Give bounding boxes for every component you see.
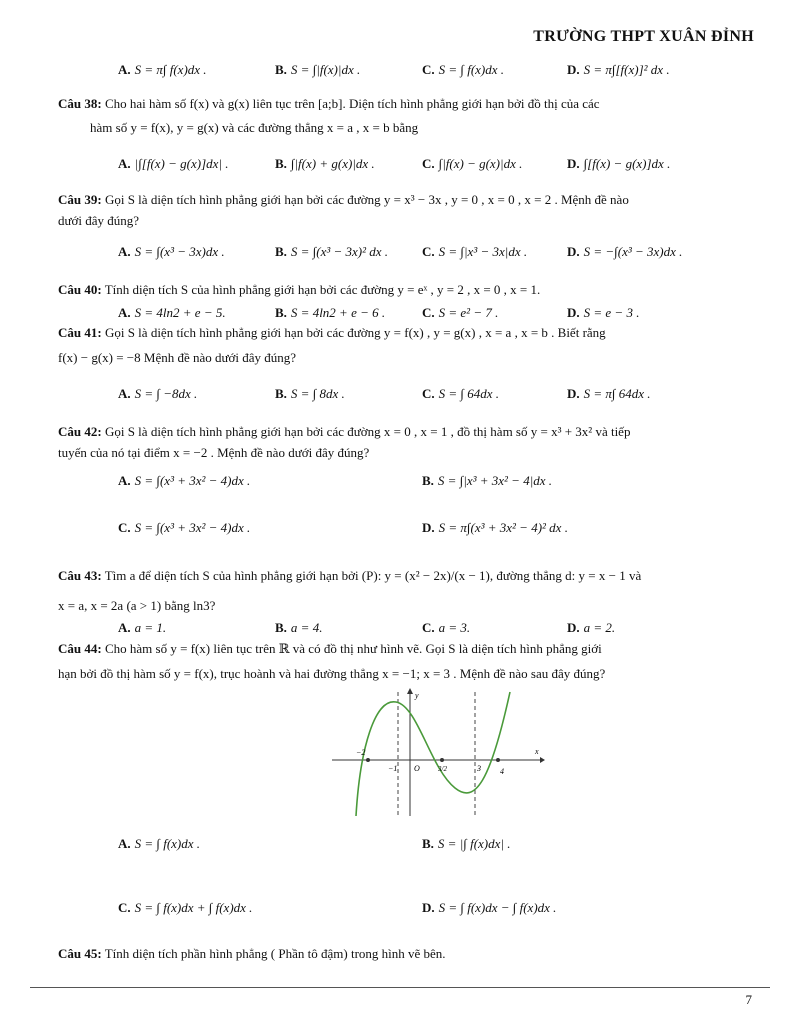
q38-line1: Câu 38: Cho hai hàm số f(x) và g(x) liên tục trên [a;b]. Diện tích hình phẳng giới hạn bởi đồ thị của các: [58, 96, 600, 111]
curve: [356, 692, 510, 816]
q38-option-b: B. ∫|f(x) + g(x)|dx .: [275, 156, 375, 171]
label-y: y: [415, 691, 419, 700]
q43-option-a: A. a = 1.: [118, 620, 167, 635]
label-origin: O: [414, 764, 420, 773]
q41-option-c: C. S = ∫ 64dx .: [422, 386, 499, 401]
q44-line1: Câu 44: Cho hàm số y = f(x) liên tục trên ℝ và có đồ thị như hình vẽ. Gọi S là diện tích hình phẳng giới: [58, 641, 602, 656]
q39-option-a: A. S = ∫(x³ − 3x)dx .: [118, 244, 225, 259]
q39-line1: Câu 39: Gọi S là diện tích hình phẳng giới hạn bởi các đường y = x³ − 3x , y = 0 , x = 0 , x = 2 . Mệnh đề nào: [58, 192, 629, 207]
q39-line2: dưới đây đúng?: [58, 213, 140, 228]
y-axis-arrow: [407, 688, 413, 694]
q39-option-b: B. S = ∫(x³ − 3x)² dx .: [275, 244, 389, 259]
q42-option-c: C. S = ∫(x³ + 3x² − 4)dx .: [118, 520, 251, 535]
q42-option-d: D. S = π∫(x³ + 3x² − 4)² dx .: [422, 520, 568, 535]
label-minus2: −2: [356, 748, 366, 757]
q37-option-c: C. S = ∫ f(x)dx .: [422, 62, 505, 77]
q41-option-b: B. S = ∫ 8dx .: [275, 386, 345, 401]
q40-option-d: D. S = e − 3 .: [567, 305, 640, 320]
q38-option-d: D. ∫[f(x) − g(x)]dx .: [567, 156, 671, 171]
page-number: 7: [745, 992, 752, 1007]
q42-option-b: B. S = ∫|x³ + 3x² − 4|dx .: [422, 473, 553, 488]
q38-option-a: A. |∫[f(x) − g(x)]dx| .: [118, 156, 229, 171]
function-graph: [330, 688, 545, 818]
q38-option-c: C. ∫|f(x) − g(x)|dx .: [422, 156, 523, 171]
q44-line2: hạn bởi đồ thị hàm số y = f(x), trục hoành và hai đường thẳng x = −1; x = 3 . Mệnh đề nào sau đây đúng?: [58, 666, 606, 681]
q42-option-a: A. S = ∫(x³ + 3x² − 4)dx .: [118, 473, 251, 488]
q41-option-d: D. S = π∫ 64dx .: [567, 386, 651, 401]
label-4: 4: [500, 767, 504, 776]
q39-option-c: C. S = ∫|x³ − 3x|dx .: [422, 244, 528, 259]
q42-line1: Câu 42: Gọi S là diện tích hình phẳng giới hạn bởi các đường x = 0 , x = 1 , đồ thị hàm số y = x³ + 3x² và tiếp: [58, 424, 631, 439]
label-minus1: −1: [388, 764, 398, 773]
q40-option-a: A. S = 4ln2 + e − 5.: [118, 305, 226, 320]
q44-option-c: C. S = ∫ f(x)dx + ∫ f(x)dx .: [118, 900, 253, 915]
q37-option-b: B. S = ∫|f(x)|dx .: [275, 62, 361, 77]
q43-line1: Câu 43: Tìm a để diện tích S của hình phẳng giới hạn bởi (P): y = (x² − 2x)/(x − 1), đường thẳng d: y = x − 1 và: [58, 568, 642, 583]
q37-option-a: A. S = π∫ f(x)dx .: [118, 62, 207, 77]
school-header: TRƯỜNG THPT XUÂN ĐỈNH: [533, 28, 754, 45]
q41-option-a: A. S = ∫ −8dx .: [118, 386, 198, 401]
q41-line1: Câu 41: Gọi S là diện tích hình phẳng giới hạn bởi các đường y = f(x) , y = g(x) , x = a , x = b . Biết rằng: [58, 325, 606, 340]
q38-line2: hàm số y = f(x), y = g(x) và các đường thẳng x = a , x = b bằng: [90, 120, 419, 135]
label-x: x: [535, 747, 539, 756]
x-axis-arrow: [540, 757, 545, 763]
label-3-2: 3/2: [438, 765, 447, 773]
footer-rule: [30, 987, 770, 988]
q43-line2: x = a, x = 2a (a > 1) bằng ln3?: [58, 598, 216, 613]
q42-line2: tuyến của nó tại điểm x = −2 . Mệnh đề nào dưới đây đúng?: [58, 445, 370, 460]
q37-option-d: D. S = π∫[f(x)]² dx .: [567, 62, 670, 77]
q40-option-b: B. S = 4ln2 + e − 6 .: [275, 305, 386, 320]
q44-option-d: D. S = ∫ f(x)dx − ∫ f(x)dx .: [422, 900, 557, 915]
q44-option-a: A. S = ∫ f(x)dx .: [118, 836, 201, 851]
q43-option-b: B. a = 4.: [275, 620, 323, 635]
q40-option-c: C. S = e² − 7 .: [422, 305, 499, 320]
label-3: 3: [477, 764, 481, 773]
q39-option-d: D. S = −∫(x³ − 3x)dx .: [567, 244, 683, 259]
q44-option-b: B. S = |∫ f(x)dx| .: [422, 836, 511, 851]
q45-line: Câu 45: Tính diện tích phần hình phẳng ( Phần tô đậm) trong hình vẽ bên.: [58, 946, 446, 961]
q43-option-c: C. a = 3.: [422, 620, 471, 635]
q43-option-d: D. a = 2.: [567, 620, 616, 635]
q41-line2: f(x) − g(x) = −8 Mệnh đề nào dưới đây đúng?: [58, 350, 297, 365]
q40-line: Câu 40: Tính diện tích S của hình phẳng giới hạn bởi các đường y = eˣ , y = 2 , x = 0 , x = 1.: [58, 282, 541, 297]
